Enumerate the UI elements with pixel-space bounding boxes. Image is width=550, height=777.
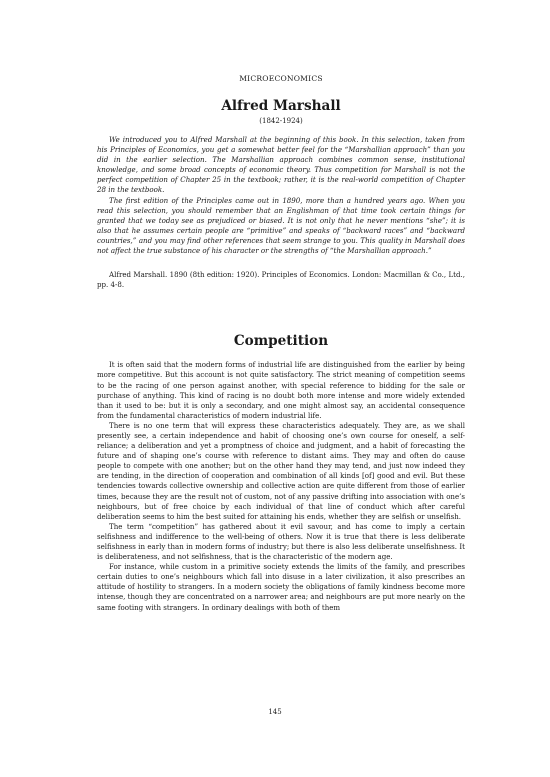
body-paragraph: It is often said that the modern forms of industrial life are distinguished from the earlier by being more competitive. But this account is not quite satisfactory. The strict meaning of competition seems to be the racing of one person against another, with special reference to bidding for the sale or purchase of anything. This kind of racing is no doubt both more intense and more widely extended than it used to be: but it is only a secondary, and one might almost say, an accidental consequence from the fundamental characteristics of modern industrial life. xyxy=(97,360,465,420)
intro-paragraph: We introduced you to Alfred Marshall at the beginning of this book. In this selection, taken from his Principles of Economics, you get a somewhat better feel for the “Marshallian approach” than you did in the earlier selection. The Marshallian approach combines common sense, institutional knowledge, and some broad concepts of economic theory. Thus competition for Marshall is not the perfect competition of Chapter 25 in the textbook; rather, it is the real-world competition of Chapter 28 in the textbook. xyxy=(97,135,465,195)
body-paragraph: There is no one term that will express these characteristics adequately. They are, as we shall presently see, a certain independence and habit of choosing one’s own course for oneself, a self-reliance; a deliberation and yet a promptness of choice and judgment, and a habit of forecasting the future and of shaping one’s course with reference to distant aims. They may and often do cause people to compete with one another; but on the other hand they may tend, and just now indeed they are tending, in the direction of cooperation and combination of all kinds [of] good and evil. But these tendencies towards collective ownership and collective action are quite different from those of earlier times, because they are the result not of custom, not of any passive drifting into association with one’s neighbours, but of free choice by each individual of that line of conduct which after careful deliberation seems to him the best suited for attaining his ends, whether they are selfish or unselfish. xyxy=(97,420,465,521)
author-dates: (1842-1924) xyxy=(259,117,303,125)
page-content xyxy=(97,74,465,613)
section-title: Competition xyxy=(233,333,329,350)
body-paragraph: The term “competition” has gathered about it evil savour, and has come to imply a certain selfishness and indifference to the well-being of others. Now it is true that there is less deliberate selfishness in early than in modern forms of industry; but there is also less deliberate unselfishness. It is deliberateness, and not selfishness, that is the characteristic of the modern age. xyxy=(97,521,465,562)
intro-paragraph: The first edition of the Principles came out in 1890, more than a hundred years ago. When you read this selection, you should remember that an Englishman of that time took certain things for granted that we today see as prejudiced or biased. It is not only that he never mentions “she”; it is also that he assumes certain people are “primitive” and speaks of “backward races” and “backward countries,” and you may find other references that seem strange to you. This quality in Marshall does not affect the true substance of his character or the strengths of “the Marshallian approach.” xyxy=(97,195,465,256)
editor-introduction xyxy=(97,135,465,256)
body-text xyxy=(97,360,465,612)
source-citation: Alfred Marshall. 1890 (8th edition: 1920). Principles of Economics. London: Macmillan & Co., Ltd., pp. 4-8. xyxy=(97,270,465,290)
body-paragraph: For instance, while custom in a primitive society extends the limits of the family, and prescribes certain duties to one’s neighbours which fall into disuse in a later civilization, it also prescribes an attitude of hostility to strangers. In a modern society the obligations of family kindness become more intense, though they are concentrated on a narrower area; and neighbours are put more nearly on the same footing with strangers. In ordinary dealings with both of them xyxy=(97,562,465,612)
running-header: MICROECONOMICS xyxy=(239,74,323,83)
page-number: 145 xyxy=(268,708,282,716)
author-name: Alfred Marshall xyxy=(221,98,341,114)
